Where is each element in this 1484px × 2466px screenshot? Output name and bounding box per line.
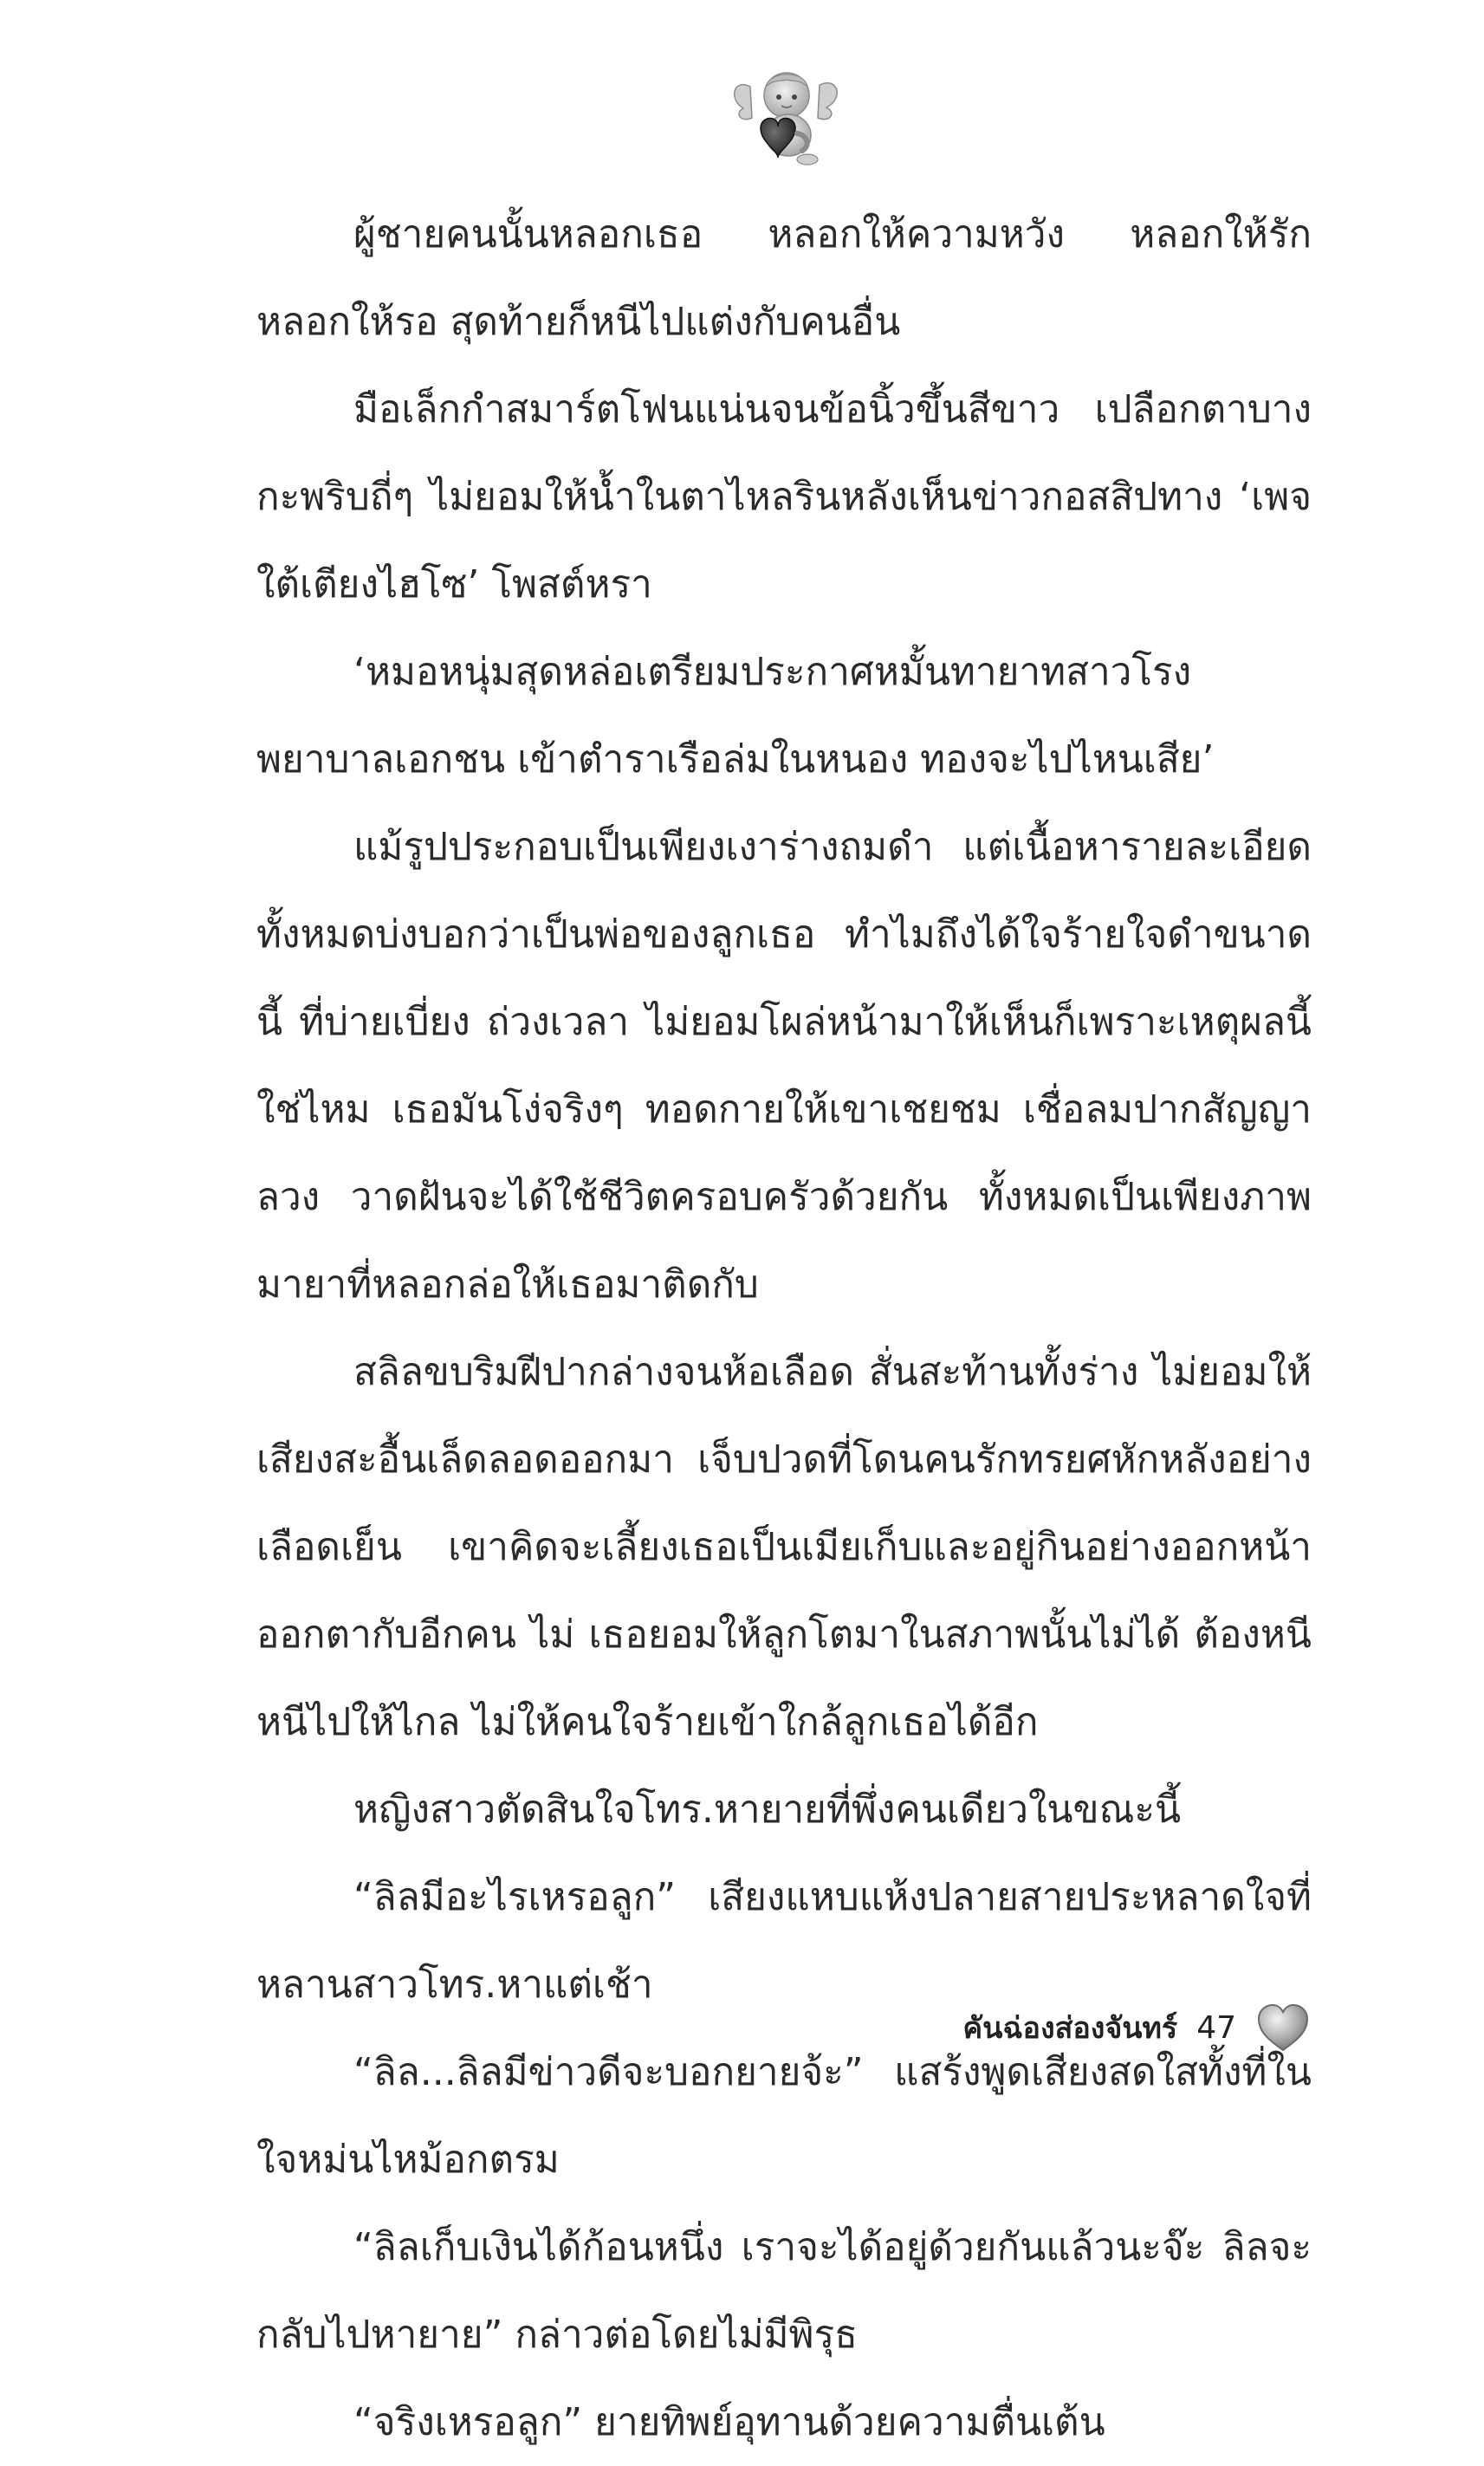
page-number: 47: [1196, 2009, 1236, 2046]
paragraph: ‘หมอหนุ่มสุดหล่อเตรียมประกาศหมั้นทายาทสาวโรงพยาบาลเอกชน เข้าตำราเรือล่มในหนอง ทองจะไปไหนเสีย’: [256, 650, 1215, 782]
paragraph: “ลิล...ลิลมีข่าวดีจะบอกยายจ้ะ” แสร้งพูดเสียงสดใสทั้งที่ในใจหม่นไหม้อกตรม: [256, 2050, 1312, 2182]
heart-icon: [1255, 2002, 1311, 2054]
paragraph: “ลิลมีอะไรเหรอลูก” เสียงแหบแห้งปลายสายประหลาดใจที่หลานสาวโทร.หาแต่เช้า: [256, 1875, 1312, 2007]
paragraph: ผู้ชายคนนั้นหลอกเธอ หลอกให้ความหวัง หลอกให้รัก หลอกให้รอ สุดท้ายก็หนีไปแต่งกับคนอื่น: [256, 212, 1312, 344]
paragraph: “จริงเหรอลูก” ยายทิพย์อุทานด้วยความตื่นเต้น: [353, 2400, 1105, 2444]
paragraph: มือเล็กกำสมาร์ตโฟนแน่นจนข้อนิ้วขึ้นสีขาว เปลือกตาบางกะพริบถี่ๆ ไม่ยอมให้น้ำในตาไหลรินหลังเห็นข่าวกอสสิปทาง ‘เพจใต้เตียงไฮโซ’ โพสต์หรา: [256, 387, 1312, 607]
page-footer: [962, 1993, 1311, 2062]
paragraph: หญิงสาวตัดสินใจโทร.หายายที่พึ่งคนเดียวในขณะนี้: [353, 1788, 1182, 1832]
cherub-holding-heart-icon: [724, 61, 846, 173]
paragraph: สลิลขบริมฝีปากล่างจนห้อเลือด สั่นสะท้านทั้งร่าง ไม่ยอมให้เสียงสะอื้นเล็ดลอดออกมา เจ็บปวดที่โดนคนรักทรยศหักหลังอย่างเลือดเย็น เขาคิดจะเลี้ยงเธอเป็นเมียเก็บและอยู่กินอย่างออกหน้าออกตากับอีกคน ไม่ เธอยอมให้ลูกโตมาในสภาพนั้นไม่ได้ ต้องหนี หนีไปให้ไกล ไม่ให้คนใจร้ายเข้าใกล้ลูกเธอได้อีก: [256, 1350, 1312, 1744]
paragraph: “ลิลเก็บเงินได้ก้อนหนึ่ง เราจะได้อยู่ด้วยกันแล้วนะจ๊ะ ลิลจะกลับไปหายาย” กล่าวต่อโดยไม่มีพิรุธ: [256, 2225, 1312, 2357]
book-title: คันฉ่องส่องจันทร์: [962, 2011, 1178, 2046]
body-text: [256, 191, 1312, 2466]
paragraph: แม้รูปประกอบเป็นเพียงเงาร่างถมดำ แต่เนื้อหารายละเอียดทั้งหมดบ่งบอกว่าเป็นพ่อของลูกเธอ ทำไมถึงได้ใจร้ายใจดำขนาดนี้ ที่บ่ายเบี่ยง ถ่วงเวลา ไม่ยอมโผล่หน้ามาให้เห็นก็เพราะเหตุผลนี้ใช่ไหม เธอมันโง่จริงๆ ทอดกายให้เขาเชยชม เชื่อลมปากสัญญาลวง วาดฝันจะได้ใช้ชีวิตครอบครัวด้วยกัน ทั้งหมดเป็นเพียงภาพมายาที่หลอกล่อให้เธอมาติดกับ: [256, 825, 1312, 1307]
